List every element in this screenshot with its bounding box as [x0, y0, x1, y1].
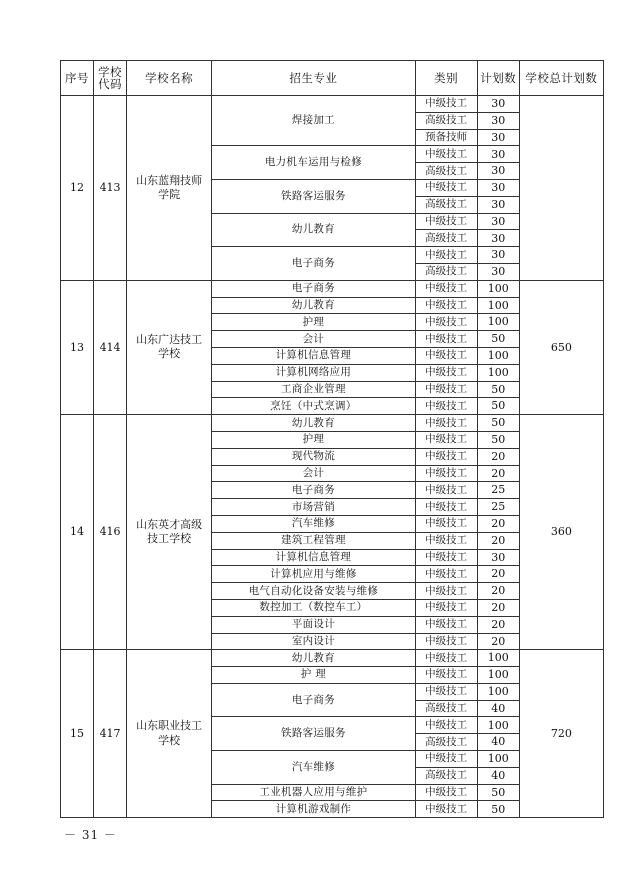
plan-count: 50 [477, 784, 519, 801]
level-type: 中级技工 [415, 751, 477, 768]
major-name: 幼儿教育 [212, 415, 415, 432]
level-type: 中级技工 [415, 465, 477, 482]
level-type: 中级技工 [415, 717, 477, 734]
major-name: 电子商务 [212, 683, 415, 717]
plan-count: 100 [477, 364, 519, 381]
level-type: 中级技工 [415, 314, 477, 331]
major-name: 电子商务 [212, 482, 415, 499]
plan-count: 25 [477, 499, 519, 516]
plan-count: 20 [477, 532, 519, 549]
plan-count: 100 [477, 650, 519, 667]
plan-count: 100 [477, 683, 519, 700]
plan-count: 30 [477, 96, 519, 113]
major-name: 护理 [212, 431, 415, 448]
school-code: 414 [94, 280, 127, 414]
header-major: 招生专业 [212, 61, 415, 96]
level-type: 中级技工 [415, 280, 477, 297]
header-school-code: 学校代码 [94, 61, 127, 96]
plan-count: 50 [477, 381, 519, 398]
header-plan: 计划数 [477, 61, 519, 96]
plan-count: 50 [477, 398, 519, 415]
plan-count: 30 [477, 129, 519, 146]
school-name: 山东蓝翔技师学院 [127, 96, 212, 281]
plan-count: 40 [477, 767, 519, 784]
plan-count: 50 [477, 331, 519, 348]
major-name: 焊接加工 [212, 96, 415, 146]
school-total: 720 [519, 650, 603, 818]
level-type: 中级技工 [415, 801, 477, 818]
level-type: 中级技工 [415, 499, 477, 516]
level-type: 中级技工 [415, 415, 477, 432]
table-row [61, 415, 604, 432]
school-seq: 14 [61, 415, 94, 650]
plan-count: 30 [477, 230, 519, 247]
plan-count: 30 [477, 163, 519, 180]
plan-count: 20 [477, 566, 519, 583]
school-seq: 13 [61, 280, 94, 414]
page-number: － 31 － [64, 828, 117, 842]
plan-count: 20 [477, 616, 519, 633]
plan-count: 100 [477, 751, 519, 768]
plan-count: 30 [477, 196, 519, 213]
major-name: 电子商务 [212, 280, 415, 297]
major-name: 平面设计 [212, 616, 415, 633]
plan-count: 20 [477, 515, 519, 532]
header-school-total: 学校总计划数 [519, 61, 603, 96]
table-row [61, 96, 604, 113]
level-type: 中级技工 [415, 566, 477, 583]
major-name: 室内设计 [212, 633, 415, 650]
plan-count: 20 [477, 599, 519, 616]
school-code: 416 [94, 415, 127, 650]
major-name: 市场营销 [212, 499, 415, 516]
header-school-name: 学校名称 [127, 61, 212, 96]
major-name: 幼儿教育 [212, 650, 415, 667]
major-name: 烹饪（中式烹调） [212, 398, 415, 415]
level-type: 高级技工 [415, 230, 477, 247]
level-type: 中级技工 [415, 146, 477, 163]
plan-count: 100 [477, 297, 519, 314]
major-name: 电子商务 [212, 247, 415, 281]
table-header [61, 61, 604, 96]
level-type: 中级技工 [415, 532, 477, 549]
plan-count: 20 [477, 465, 519, 482]
level-type: 高级技工 [415, 263, 477, 280]
plan-count: 50 [477, 431, 519, 448]
major-name: 工商企业管理 [212, 381, 415, 398]
plan-count: 40 [477, 734, 519, 751]
level-type: 中级技工 [415, 784, 477, 801]
major-name: 工业机器人应用与维护 [212, 784, 415, 801]
school-name: 山东广达技工学校 [127, 280, 212, 414]
level-type: 中级技工 [415, 448, 477, 465]
plan-count: 30 [477, 179, 519, 196]
major-name: 汽车维修 [212, 751, 415, 785]
level-type: 中级技工 [415, 347, 477, 364]
level-type: 中级技工 [415, 549, 477, 566]
level-type: 中级技工 [415, 515, 477, 532]
plan-count: 30 [477, 112, 519, 129]
table-row [61, 280, 604, 297]
level-type: 中级技工 [415, 633, 477, 650]
level-type: 中级技工 [415, 482, 477, 499]
school-total: 650 [519, 280, 603, 414]
header-type: 类别 [415, 61, 477, 96]
level-type: 中级技工 [415, 247, 477, 264]
school-name: 山东英才高级技工学校 [127, 415, 212, 650]
table-row [61, 650, 604, 667]
level-type: 中级技工 [415, 683, 477, 700]
level-type: 中级技工 [415, 96, 477, 113]
major-name: 电力机车运用与检修 [212, 146, 415, 180]
major-name: 幼儿教育 [212, 297, 415, 314]
level-type: 高级技工 [415, 163, 477, 180]
plan-count: 100 [477, 667, 519, 684]
level-type: 高级技工 [415, 734, 477, 751]
level-type: 中级技工 [415, 599, 477, 616]
major-name: 幼儿教育 [212, 213, 415, 247]
school-total [519, 96, 603, 281]
plan-count: 20 [477, 448, 519, 465]
plan-count: 30 [477, 549, 519, 566]
table-body [61, 96, 604, 818]
plan-count: 20 [477, 633, 519, 650]
header-seq: 序号 [61, 61, 94, 96]
school-code: 413 [94, 96, 127, 281]
major-name: 护理 [212, 314, 415, 331]
level-type: 中级技工 [415, 398, 477, 415]
plan-count: 30 [477, 263, 519, 280]
plan-count: 30 [477, 146, 519, 163]
school-name: 山东职业技工学校 [127, 650, 212, 818]
level-type: 中级技工 [415, 297, 477, 314]
major-name: 数控加工（数控车工） [212, 599, 415, 616]
major-name: 计算机游戏制作 [212, 801, 415, 818]
level-type: 中级技工 [415, 650, 477, 667]
header-row [61, 61, 604, 96]
major-name: 现代物流 [212, 448, 415, 465]
plan-count: 20 [477, 583, 519, 600]
level-type: 预备技师 [415, 129, 477, 146]
level-type: 中级技工 [415, 431, 477, 448]
major-name: 计算机应用与维修 [212, 566, 415, 583]
level-type: 中级技工 [415, 583, 477, 600]
major-name: 铁路客运服务 [212, 179, 415, 213]
major-name: 汽车维修 [212, 515, 415, 532]
major-name: 电气自动化设备安装与维修 [212, 583, 415, 600]
level-type: 中级技工 [415, 616, 477, 633]
plan-count: 25 [477, 482, 519, 499]
plan-count: 100 [477, 280, 519, 297]
major-name: 计算机网络应用 [212, 364, 415, 381]
level-type: 中级技工 [415, 213, 477, 230]
level-type: 中级技工 [415, 364, 477, 381]
plan-count: 50 [477, 801, 519, 818]
major-name: 铁路客运服务 [212, 717, 415, 751]
major-name: 会计 [212, 465, 415, 482]
major-name: 护 理 [212, 667, 415, 684]
plan-count: 40 [477, 700, 519, 717]
level-type: 中级技工 [415, 179, 477, 196]
plan-count: 100 [477, 347, 519, 364]
school-total: 360 [519, 415, 603, 650]
plan-count: 30 [477, 247, 519, 264]
plan-count: 50 [477, 415, 519, 432]
major-name: 计算机信息管理 [212, 549, 415, 566]
major-name: 会计 [212, 331, 415, 348]
plan-count: 100 [477, 717, 519, 734]
school-seq: 15 [61, 650, 94, 818]
school-seq: 12 [61, 96, 94, 281]
level-type: 中级技工 [415, 381, 477, 398]
school-code: 417 [94, 650, 127, 818]
enrollment-plan-table [60, 60, 604, 818]
major-name: 建筑工程管理 [212, 532, 415, 549]
level-type: 中级技工 [415, 667, 477, 684]
level-type: 高级技工 [415, 112, 477, 129]
plan-count: 100 [477, 314, 519, 331]
major-name: 计算机信息管理 [212, 347, 415, 364]
level-type: 高级技工 [415, 196, 477, 213]
level-type: 高级技工 [415, 700, 477, 717]
level-type: 中级技工 [415, 331, 477, 348]
level-type: 高级技工 [415, 767, 477, 784]
plan-count: 30 [477, 213, 519, 230]
